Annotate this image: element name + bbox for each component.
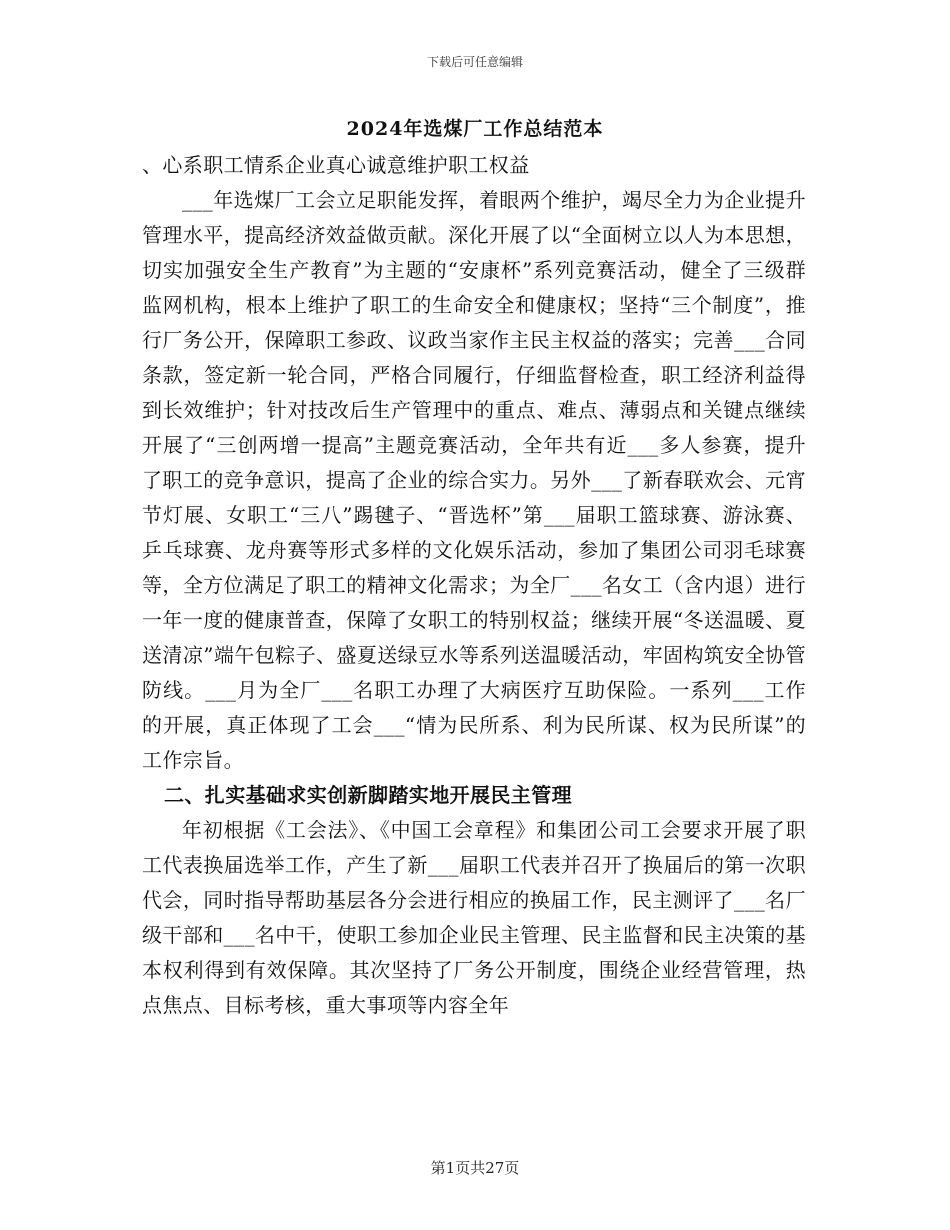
section-1-paragraph: ___年选煤厂工会立足职能发挥，着眼两个维护，竭尽全力为企业提升管理水平，提高经济效益做贡献。深化开展了以“全面树立以人为本思想，切实加强安全生产教育”为主题的“安康杯”系列竞赛活动，健全了三级群监网机构，根本上维护了职工的生命安全和健康权；坚持“三个制度”，推行厂务公开，保障职工参政、议政当家作主民主权益的落实；完善___合同条款，签定新一轮合同，严格合同履行，仔细监督检查，职工经济利益得到长效维护；针对技改后生产管理中的重点、难点、薄弱点和关键点继续开展了“三创两增一提高”主题竞赛活动，全年共有近___多人参赛，提升了职工的竞争意识，提高了企业的综合实力。另外___了新春联欢会、元宵节灯展、女职工“三八”踢毽子、“晋选杯”第___届职工篮球赛、游泳赛、乒乓球赛、龙舟赛等形式多样的文化娱乐活动，参加了集团公司羽毛球赛等，全方位满足了职工的精神文化需求；为全厂___名女工（含内退）进行一年一度的健康普查，保障了女职工的特别权益；继续开展“冬送温暖、夏送清凉”端午包粽子、盛夏送绿豆水等系列送温暖活动，牢固构筑安全协管防线。___月为全厂___名职工办理了大病医疗互助保险。一系列___工作的开展，真正体现了工会___“情为民所系、利为民所谋、权为民所谋”的工作宗旨。	[142, 188, 806, 772]
page-footer-number: 第1页共27页	[430, 1159, 520, 1177]
document-body	[142, 148, 806, 1023]
section-2-heading: 二、扎实基础求实创新脚踏实地开展民主管理	[164, 783, 572, 807]
document-title: 2024年选煤厂工作总结范本	[346, 118, 604, 140]
page-header-note: 下载后可任意编辑	[426, 55, 523, 69]
section-1-heading: 、心系职工情系企业真心诚意维护职工权益	[142, 153, 530, 177]
section-2-paragraph: 年初根据《工会法》、《中国工会章程》和集团公司工会要求开展了职工代表换届选举工作，产生了新___届职工代表并召开了换届后的第一次职代会，同时指导帮助基层各分会进行相应的换届工作，民主测评了___名厂级干部和___名中干，使职工参加企业民主管理、民主监督和民主决策的基本权利得到有效保障。其次坚持了厂务公开制度，围绕企业经营管理，热点焦点、目标考核，重大事项等内容全年	[142, 818, 806, 1017]
